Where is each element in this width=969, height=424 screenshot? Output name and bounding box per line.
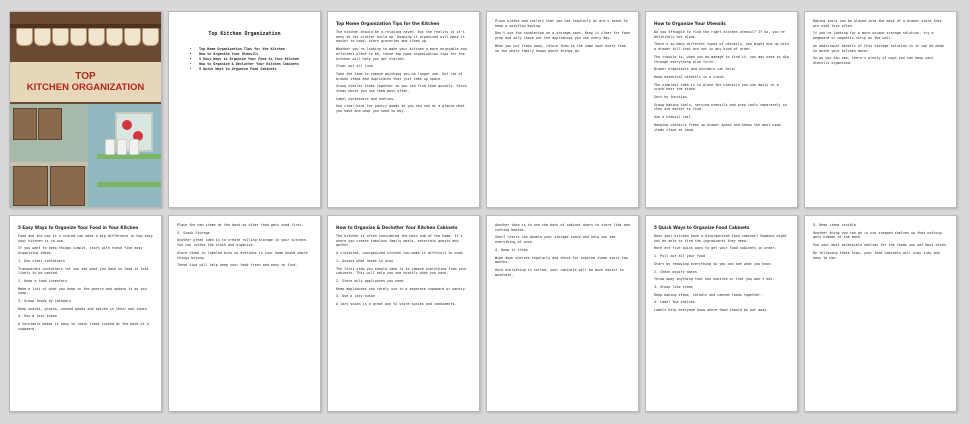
paragraph: 3. Group foods by category [18,299,72,304]
paragraph: Clear out all junk. [336,64,375,69]
flower-image [122,120,132,130]
paragraph: Sort by function. [654,95,689,100]
paragraph: When you put items away, return them to the same spot every time so the whole family knows where things go. [495,43,626,53]
paragraph: Group baking tools, serving utensils and prep tools separately so they are easier to find. [654,102,787,112]
paragraph: If you want to keep things simple, start with these five easy organizing ideas. [18,246,143,256]
paragraph: An additional benefit of this storage solution is it can be made to match your kitchen decor. [813,43,944,53]
paragraph: Store items in labeled bins so everyone in your home knows where things belong. [177,250,308,260]
cup-image [142,28,159,46]
cup-image [88,28,105,46]
paragraph: 4. Label the shelves [654,300,695,305]
page-1[interactable] [327,11,480,208]
paragraph: There's so many different types of utensils, you might end up with a drawer full that are not in any kind of order. [654,42,789,52]
paragraph: Another great idea is to create rolling storage in your kitchen. You can rotate the stock and organize. [177,238,308,248]
paragraph: Label containers and shelves. [336,96,396,101]
paragraph: 5. Keep items visible [813,223,856,227]
paragraph: Don't use the countertop as a storage spot. Keep it clear for food prep and only leave out the appliances you use every day. [495,31,630,41]
paragraph: A turntable makes it easy to reach items tucked at the back of a cupboard. [18,322,149,331]
paragraph: 3. Use a lazy susan [336,294,375,299]
paragraph: The first step you should take is to remove everything from your cabinets. This will help you see exactly what you have. [336,266,467,276]
page-heading: How to Organize & Declutter Your Kitchen Cabinets [336,225,458,230]
paragraph: Place plates and cutlery that you use regularly at arm's reach to keep a workflow moving. [495,19,628,28]
cup-image [52,28,69,46]
paragraph: By following these tips, your food cabinets will stay tidy and easy to use. [813,250,940,260]
paragraph: 3. Group like items [654,284,693,289]
cover-title-line2: KITCHEN ORGANIZATION [26,82,145,93]
page-9[interactable] [645,215,798,412]
toc-page[interactable] [168,11,321,208]
page-10[interactable] [804,215,957,412]
cabinet-image [50,166,85,206]
paragraph: Take the time to remove anything you no longer use. Get rid of broken items and duplicates that just take up space. [336,71,463,81]
paragraph: The kitchen is often considered the main hub of the home. It's where you create fabulous family meals, entertain guests and gather. [336,234,463,248]
paragraph: Group similar items together so you can find them quickly. Store items where you use them most often. [336,84,467,94]
paragraph: So as you can see, there's plenty of ways you can keep your utensils organized. [813,56,934,65]
paragraph: 2. Keep a food inventory [18,278,67,283]
page-heading: 5 Quick Ways to Organize Food Cabinets [654,225,750,230]
paragraph: Make a list of what you keep in the pantry and update it as you shop. [18,286,147,296]
paragraph: The trouble is, when you do manage to find it, you may have to dig through everything else first. [654,54,789,64]
paragraph: Labels help everyone know where food should be put away. [654,308,769,313]
cup-image [34,28,51,46]
jar-image [105,139,115,155]
paragraph: Keep snacks, grains, canned goods and spices in their own zones. [18,306,149,311]
paragraph: A cluttered, unorganized kitchen can make it difficult to cook. [336,251,465,256]
toc-list [177,47,312,72]
jar-image [129,139,139,155]
paragraph: 4. Use a lazy susan [18,314,57,319]
cup-image [106,28,123,46]
paragraph: Drawer organizers and dividers can help. [654,67,736,72]
paragraph: Hanging utensils frees up drawer space and keeps the most used items close at hand. [654,122,781,132]
paragraph: Another thing you can do is use stepped shelves so that nothing gets hidden at the back. [813,230,942,240]
toc-item[interactable]: • How to Organize & Declutter Your Kitchen Cabinets [199,62,312,67]
cabinet-image [13,166,48,206]
cup-image [70,28,87,46]
cover-page[interactable] [9,11,162,208]
cup-image [16,28,33,46]
toc-item[interactable]: • How to Organize Your Utensils [199,52,312,57]
paragraph: Throw away anything that has expired or that you won't eat. [654,277,775,282]
paragraph: Place the new items at the back so older food gets used first. [177,223,304,227]
paragraph: The kitchen should be a relaxing haven. But the reality is it's easy to let clutter build up. Keeping it organized will make it easier to cook, store groceries and clean up. [336,30,465,44]
paragraph: 1. Assess what needs to stay [336,258,394,263]
page-heading: How to Organize Your Utensils [654,21,726,26]
green-shelf [97,182,161,187]
toc-item[interactable]: • 5 Quick Ways to Organize Food Cabinets [199,67,312,72]
cabinet-image [38,108,62,140]
paragraph: The simplest idea is to place the utensils you use daily in a crock near the stove. [654,82,779,92]
paragraph: 5. Stock Storage [177,230,210,235]
paragraph: Transparent containers let you see what you have so food is less likely to be wasted. [18,266,149,276]
toc-item[interactable]: • Top Home Organization Tips for the Kitchen [199,47,312,52]
cover-title-line1: TOP [75,71,96,82]
page-7[interactable] [327,215,480,412]
paragraph: Food and the way it's stored can make a big difference in how easy your kitchen is to use. [18,234,153,243]
jar-image [117,139,127,155]
paragraph: Baking tools can be placed into the back of a drawer since they are used less often. [813,19,942,28]
toc-title: Top Kitchen Organization [208,31,281,37]
paragraph: 2. Check expiry dates [654,269,697,274]
page-6[interactable] [168,215,321,412]
page-2[interactable] [486,11,639,208]
paragraph: Here are five quick ways to get your food cabinets in order. [654,246,777,251]
paragraph: If you're looking for a more unique storage solution, try a pegboard or magnetic strip on the wall. [813,31,934,41]
paragraph: Wipe down shelves regularly and check for expired items every few months. [495,255,628,265]
paragraph: Use your most accessible shelves for the foods you eat most often. [813,243,948,248]
cover-title [10,62,161,102]
paragraph: Whether you're looking to make your kitchen a more enjoyable and efficient place to be, these top home organization tips for the kitchen will help you get started. [336,47,467,61]
paragraph: These tips will help keep your food fresh and easy to find. [177,263,298,268]
page-8[interactable] [486,215,639,412]
paragraph: Keep essential utensils in a crock. [654,74,726,79]
page-heading: 5 Easy Ways to Organize Your Food in Your Kitchen [18,225,139,230]
page-4[interactable] [804,11,957,208]
cup-image [124,28,141,46]
paragraph: Once everything is sorted, your cabinets will be much easier to maintain. [495,267,624,277]
page-5[interactable] [9,215,162,412]
cabinet-image [13,108,37,140]
paragraph: 4. Keep it clean [495,247,528,252]
toc-item[interactable]: • 5 Easy Ways to Organize Your Food in Your Kitchen [199,57,312,62]
paragraph: Start by removing everything so you can see what you have. [654,261,773,266]
paragraph: Shelf risers can double your storage space and help you see everything at once. [495,235,616,245]
cover-photo [10,104,161,207]
paragraph: Use a utensil rail. [654,115,693,120]
paragraph: Use clear bins for pantry goods so you can see at a glance what you have and what you need to buy. [336,104,465,114]
paragraph: Keep appliances you rarely use in a separate cupboard or pantry. [336,286,467,291]
paragraph: Another idea is to use the back of cabinet doors to store lids and cutting boards. [495,223,630,232]
paragraph: 1. Use clear containers [18,258,65,263]
page-3[interactable] [645,11,798,208]
page-heading: Top Home Organization Tips for the Kitchen [336,21,440,26]
paragraph: Does your kitchen have a disorganized food cabinet? Someone might not be able to find the ingredients they need. [654,234,787,243]
paragraph: 2. Store only appliances you need [336,278,404,283]
paragraph: A lazy susan is a great way to store spices and condiments. [336,302,457,307]
paragraph: Do you struggle to find the right kitchen utensil? If so, you're definitely not alone. [654,30,785,39]
paragraph: 1. Pull out all your food [654,254,706,259]
paragraph: Keep baking items, cereals and canned foods together. [654,292,763,297]
